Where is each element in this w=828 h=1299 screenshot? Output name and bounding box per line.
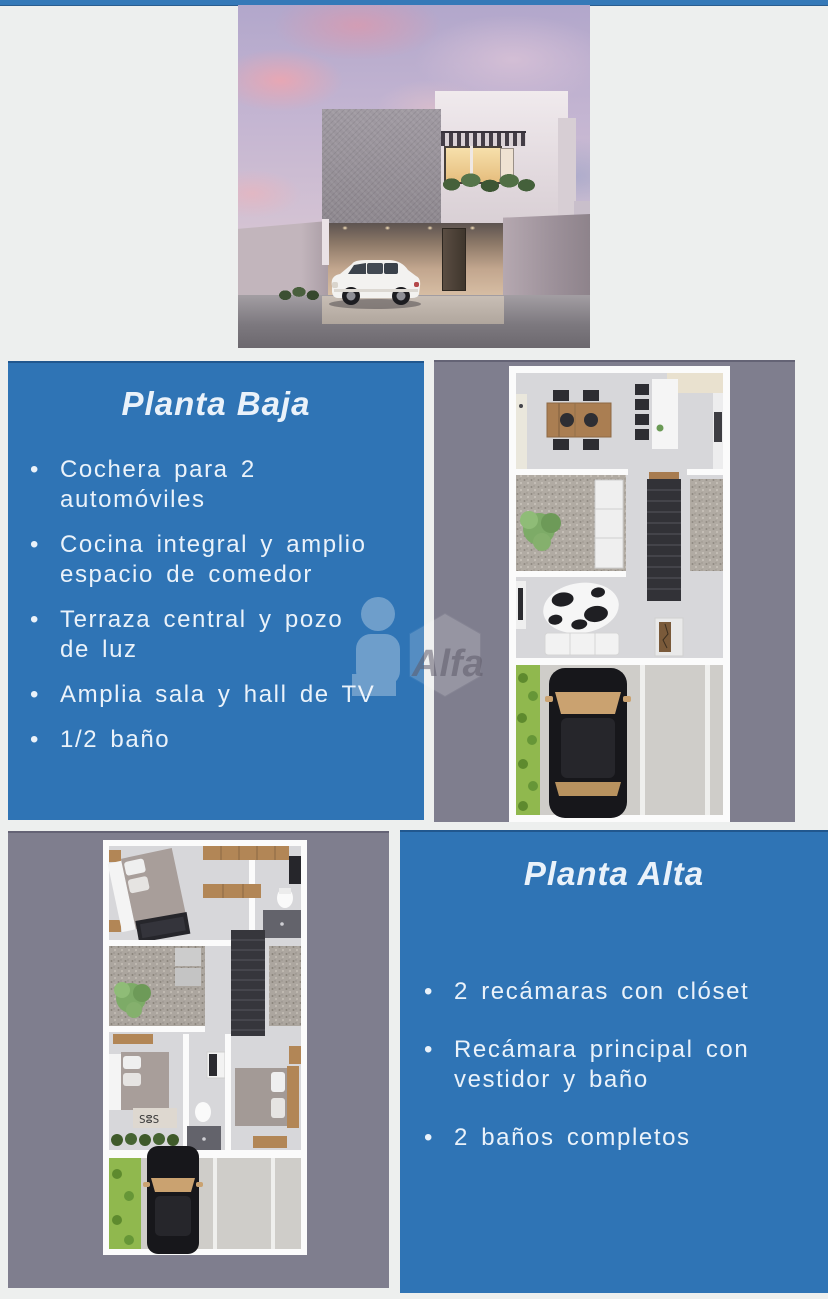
feature-item: • Amplia sala y hall de TV <box>30 681 376 708</box>
planta-alta-panel <box>400 830 828 1293</box>
svg-text:SⵓS: SⵓS <box>139 1113 160 1126</box>
pergola-slats <box>441 131 526 146</box>
wall <box>516 658 723 665</box>
planta-baja-title: Planta Baja <box>121 385 311 422</box>
feature-item: • Cochera para 2 automóviles <box>30 456 256 513</box>
central-terrace <box>516 475 626 577</box>
parked-car <box>545 668 631 818</box>
wall <box>109 1026 205 1032</box>
carport-downlights <box>328 225 498 231</box>
bullet-dot: • <box>30 726 39 753</box>
bullet-dot: • <box>30 531 39 558</box>
bullet-dot: • <box>424 1036 433 1063</box>
bullet-dot: • <box>424 978 433 1005</box>
feature-item: • Recámara principal con vestidor y baño <box>424 1036 750 1093</box>
wall <box>109 1150 301 1158</box>
bullet-dot: • <box>30 681 39 708</box>
feature-item: • 2 recámaras con clóset <box>424 978 750 1005</box>
hero-photo <box>238 5 590 348</box>
white-car <box>326 252 424 310</box>
ground-floor-plan-panel <box>434 360 795 822</box>
planta-alta-feature-list <box>400 977 828 1153</box>
upper-floor-plan-panel <box>8 831 389 1288</box>
wall <box>687 469 723 475</box>
upper-floor-plan <box>103 840 307 1255</box>
bullet-dot: • <box>30 606 39 633</box>
ground-floor-plan <box>509 366 730 822</box>
feature-item: • Cocina integral y amplio espacio de comedor <box>30 531 367 588</box>
planta-baja-feature-list <box>8 455 424 755</box>
light-well <box>690 479 723 571</box>
stairs <box>647 472 681 601</box>
feature-item: • 2 baños completos <box>424 1124 691 1151</box>
feature-item: • Terraza central y pozo de luz <box>30 606 344 663</box>
shrubs <box>276 282 322 304</box>
terrace-void <box>109 946 205 1026</box>
bullet-dot: • <box>424 1124 433 1151</box>
wall <box>109 940 249 946</box>
light-well <box>269 946 301 1026</box>
feature-item: • 1/2 baño <box>30 726 171 753</box>
entry-door <box>442 228 466 291</box>
watermark-text: Alfa <box>412 643 484 685</box>
balcony-plants <box>440 169 536 197</box>
wall <box>516 469 628 475</box>
bullet-dot: • <box>30 456 39 483</box>
planta-baja-panel <box>8 361 424 820</box>
parked-car <box>143 1146 203 1254</box>
stairs <box>231 930 265 1036</box>
concrete-facade-box <box>322 109 441 223</box>
planta-alta-title: Planta Alta <box>523 855 705 892</box>
garage <box>516 665 723 818</box>
sofa <box>545 633 619 655</box>
